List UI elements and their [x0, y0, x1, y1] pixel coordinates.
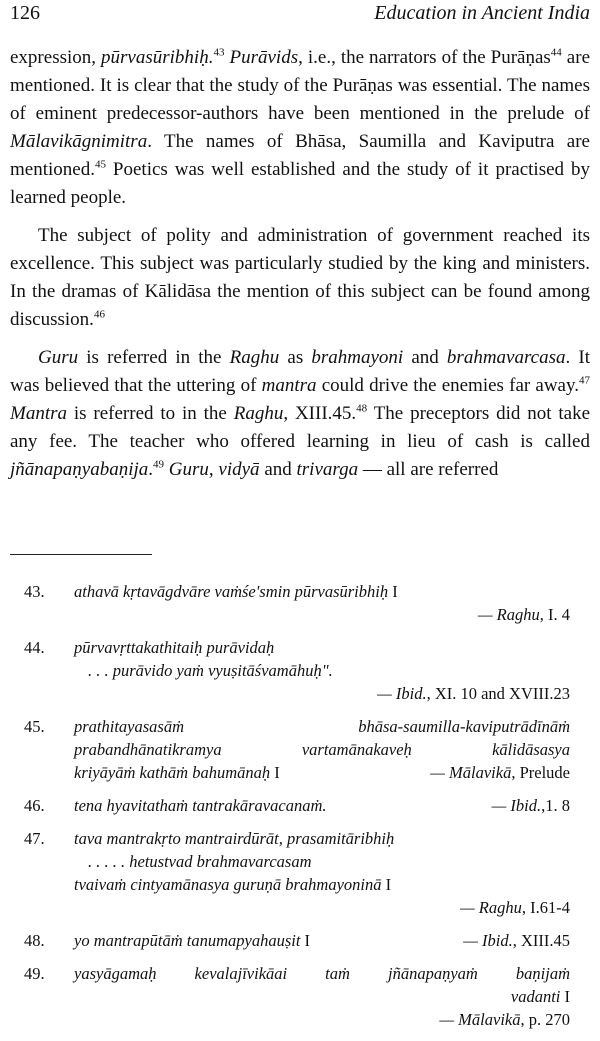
italic-term: Guru — [168, 459, 209, 480]
text-run: is referred in the — [78, 347, 230, 368]
text-run: as — [279, 347, 312, 368]
text-run: . It was believed that the uttering of — [10, 347, 591, 396]
footnote-ref: 43 — [213, 46, 225, 59]
footnote-number: 48. — [24, 931, 45, 950]
footnotes — [10, 580, 570, 1041]
footnote-number: 47. — [24, 829, 45, 848]
paragraph — [10, 44, 590, 212]
footnote-46 — [10, 794, 570, 817]
footnote-number: 44. — [24, 638, 45, 657]
footnote-ref: 46 — [93, 308, 105, 321]
footnote-verse-line — [74, 985, 570, 1008]
footnote-divider — [10, 554, 152, 555]
text-run: expression, — [10, 47, 102, 68]
footnote-verse-line — [74, 794, 570, 817]
page-number: 126 — [10, 2, 40, 24]
text-run: . — [148, 459, 154, 480]
ref-location: , XIII.45 — [512, 931, 570, 950]
paragraph — [10, 344, 590, 484]
text-run: and — [403, 347, 447, 368]
footnote-45 — [10, 715, 570, 784]
text-run: The subject of polity and administration of government reached its excellence. This subject was particularly studied by the king and ministers. In the dramas of Kālidāsa the mention of this subject can be found among discussion. — [10, 225, 590, 330]
ref-work: — Raghu — [477, 605, 540, 624]
footnote-verse-line: tava mantrakṛto mantrairdūrāt, prasamitāribhiḥ — [74, 829, 395, 848]
italic-term: Guru — [38, 347, 79, 368]
ref-work: — Mālavikā — [430, 763, 512, 782]
footnote-ref: 48 — [356, 402, 368, 415]
verse-text: tvaivaṁ cintyamānasya guruṇā brahmayoninā — [74, 875, 382, 894]
verse-end-mark: I — [274, 763, 280, 782]
footnote-reference — [430, 761, 570, 784]
italic-term: jñānapaṇyabaṇija — [10, 459, 149, 480]
italic-term: pūrvasūribhiḥ. — [101, 47, 214, 68]
footnote-reference — [74, 603, 570, 626]
footnote-verse-line: prathitayasasāṁ bhāsa-saumilla-kaviputrādīnāṁ — [74, 717, 570, 736]
ref-location: , I. 4 — [539, 605, 570, 624]
ref-location: , I.61-4 — [521, 898, 570, 917]
italic-term: Mantra — [10, 403, 67, 424]
running-title: Education in Ancient India — [374, 2, 590, 24]
footnote-ref: 47 — [579, 374, 590, 387]
verse-end-mark: I — [564, 987, 570, 1006]
footnote-number: 43. — [24, 582, 45, 601]
ref-work: — Mālavikā — [439, 1010, 521, 1029]
verse-end-mark: I — [304, 931, 311, 950]
ref-location: , p. 270 — [520, 1010, 570, 1029]
footnote-ref: 49 — [153, 458, 165, 471]
footnote-ref: 44 — [550, 46, 562, 59]
footnote-verse-line: . . . . . hetustvad brahmavarcasam — [88, 852, 312, 871]
ref-location: , XI. 10 and XVIII.23 — [426, 684, 570, 703]
paragraph — [10, 222, 590, 334]
text-run: and — [259, 459, 297, 480]
text-run: . The names of Bhāsa, Saumilla and Kaviputra are mentioned. — [10, 131, 590, 180]
ref-work: — Ibid. — [377, 684, 427, 703]
footnote-reference — [492, 794, 570, 817]
footnote-verse-line: . . . purāvido yaṁ vyuṣitāśvamāhuḥ". — [88, 661, 333, 680]
italic-term: trivarga — [296, 459, 359, 480]
verse-text: vadanti — [510, 987, 561, 1006]
footnote-verse-line: yasyāgamaḥ kevalajīvikāai taṁ jñānapaṇyaṁ baṇijaṁ — [74, 964, 570, 983]
italic-term: mantra — [261, 375, 317, 396]
italic-term: Raghu — [233, 403, 284, 424]
footnote-number: 49. — [24, 964, 45, 983]
footnote-number: 45. — [24, 717, 45, 736]
text-run: are mentioned. It is clear that the study of the Purāṇas was essential. The names of eminent predecessor-authors have been mentioned in the prelude of — [10, 47, 591, 124]
footnote-43 — [10, 580, 570, 626]
footnote-44 — [10, 636, 570, 705]
italic-term: vidyā — [218, 459, 260, 480]
italic-term: Mālavikāgnimitra — [10, 131, 148, 152]
footnote-number: 46. — [24, 796, 45, 815]
footnote-reference — [74, 896, 570, 919]
body-text — [10, 44, 590, 494]
italic-term: Purāvids — [229, 47, 299, 68]
verse-end-mark: I — [385, 875, 392, 894]
page-header — [10, 2, 590, 28]
text-run: — all are referred — [358, 459, 499, 480]
footnote-verse-line — [74, 761, 570, 784]
italic-term: brahmayoni — [311, 347, 404, 368]
footnote-ref: 45 — [94, 158, 106, 171]
footnote-verse-line: pūrvavṛttakathitaiḥ purāvidaḥ — [74, 638, 275, 657]
ref-work: — Ibid. — [491, 796, 542, 815]
text-run: Poetics was well established and the study of it practised by learned people. — [10, 159, 590, 208]
footnote-verse-line — [74, 580, 570, 603]
footnote-reference — [463, 929, 570, 952]
footnote-verse-line: prabandhānatikramya vartamānakaveḥ kālidāsasya — [74, 740, 570, 759]
text-run: , — [208, 459, 219, 480]
footnote-verse-line — [74, 929, 570, 952]
ref-location: , Prelude — [511, 763, 570, 782]
ref-work: — Ibid. — [463, 931, 513, 950]
text-run: , i.e., the narrators of the Purāṇas — [298, 47, 551, 68]
verse-end-mark: I — [392, 582, 398, 601]
footnote-verse-line — [74, 873, 570, 896]
verse-text: yo mantrapūtāṁ tanumapyahauṣit — [74, 931, 301, 950]
footnote-reference — [74, 1008, 570, 1031]
verse-text: kriyāyāṁ kathāṁ bahumānaḥ — [74, 763, 271, 782]
footnote-48 — [10, 929, 570, 952]
text-run: The preceptors did not take any fee. The teacher who offered learning in lieu of cash is called — [10, 403, 591, 452]
verse-text: athavā kṛtavāgdvāre vaṁśe'smin pūrvasūribhiḥ — [74, 582, 389, 601]
text-run: , XIII.45. — [283, 403, 357, 424]
italic-term: brahmavarcasa — [446, 347, 566, 368]
italic-term: Raghu — [229, 347, 280, 368]
text-run: is referred to in the — [67, 403, 234, 424]
footnote-reference — [74, 682, 570, 705]
ref-location: ,1. 8 — [541, 796, 570, 815]
footnote-47 — [10, 827, 570, 919]
text-run: could drive the enemies far away. — [316, 375, 579, 396]
ref-work: — Raghu — [460, 898, 522, 917]
verse-text: tena hyavitathaṁ tantrakāravacanaṁ. — [74, 796, 327, 815]
